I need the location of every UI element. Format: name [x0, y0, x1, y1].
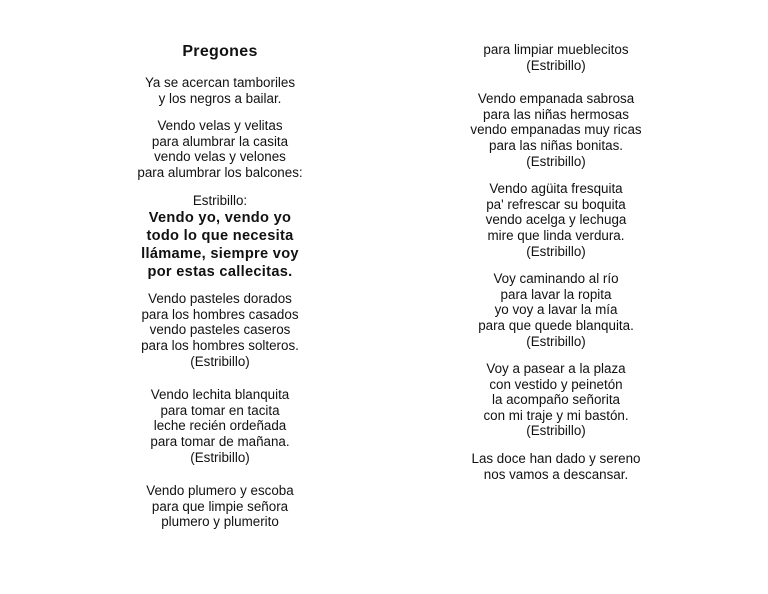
stanza-intro — [110, 75, 330, 106]
verse-line: vendo acelga y lechuga — [485, 212, 627, 228]
verse-line: Voy caminando al río — [493, 271, 619, 287]
verse-line: para los hombres casados — [141, 306, 299, 322]
page-title: Pregones — [182, 43, 258, 60]
verse-line: Vendo empanada sabrosa — [477, 91, 635, 107]
chorus-line: por estas callecitas. — [147, 264, 293, 281]
chorus-line: llámame, siempre voy — [141, 246, 299, 263]
stanza-final — [446, 451, 666, 482]
verse-line: leche recién ordeñada — [153, 418, 287, 434]
estribillo-ref: (Estribillo) — [190, 353, 250, 369]
verse-line: para las niñas bonitas. — [489, 137, 623, 153]
verse-line: para que quede blanquita. — [478, 317, 634, 333]
verse-line: plumero y plumerito — [161, 514, 279, 530]
estribillo-ref: (Estribillo) — [526, 423, 586, 439]
verse-line: Vendo pasteles dorados — [148, 291, 292, 307]
stanza-velas — [110, 118, 330, 180]
estribillo-heading — [110, 193, 330, 209]
verse-line: para los hombres solteros. — [141, 337, 299, 353]
verse-line: para las niñas hermosas — [483, 106, 629, 122]
verse-line: para tomar de mañana. — [150, 433, 290, 449]
verse-line: yo voy a lavar la mía — [494, 302, 618, 318]
verse-line: vendo pasteles caseros — [149, 322, 291, 338]
verse-line: para lavar la ropita — [500, 286, 612, 302]
verse-line: y los negros a bailar. — [158, 90, 282, 106]
verse-line: nos vamos a descansar. — [483, 466, 629, 482]
verse-line: la acompaño señorita — [491, 392, 621, 408]
estribillo-ref: (Estribillo) — [526, 153, 586, 169]
estribillo-text — [110, 209, 330, 281]
verse-line: vendo velas y velones — [154, 149, 286, 165]
stanza-rio — [446, 271, 666, 349]
chorus-line: Vendo yo, vendo yo — [148, 210, 292, 227]
verse-line: Ya se acercan tamboriles — [144, 75, 296, 90]
verse-line: para que limpie señora — [151, 498, 289, 514]
estribillo-label: Estribillo: — [192, 192, 248, 208]
verse-line: Las doce han dado y sereno — [471, 451, 641, 467]
right-column — [446, 42, 666, 494]
estribillo-ref: (Estribillo) — [190, 449, 250, 465]
verse-line: Vendo agüita fresquita — [489, 181, 623, 197]
verse-line: para alumbrar los balcones: — [137, 164, 303, 180]
stanza-empanada — [446, 91, 666, 169]
stanza-aguita — [446, 181, 666, 259]
verse-line: con vestido y peinetón — [489, 376, 623, 392]
chorus-line: todo lo que necesita — [146, 228, 294, 245]
verse-line: para limpiar mueblecitos — [483, 42, 629, 57]
stanza-plaza — [446, 361, 666, 439]
verse-line: pa' refrescar su boquita — [486, 196, 626, 212]
verse-line: con mi traje y mi bastón. — [483, 407, 629, 423]
verse-line: Voy a pasear a la plaza — [486, 361, 626, 377]
left-column — [110, 43, 330, 542]
stanza-pasteles — [110, 291, 330, 369]
verse-line: para alumbrar la casita — [151, 133, 289, 149]
stanza-plumero-cont — [446, 42, 666, 73]
verse-line: Vendo lechita blanquita — [150, 387, 290, 403]
estribillo-ref: (Estribillo) — [526, 333, 586, 349]
verse-line: Vendo plumero y escoba — [146, 483, 294, 499]
estribillo-ref: (Estribillo) — [526, 57, 586, 73]
verse-line: mire que linda verdura. — [487, 227, 625, 243]
verse-line: para tomar en tacita — [160, 402, 280, 418]
verse-line: vendo empanadas muy ricas — [470, 122, 642, 138]
verse-line: Vendo velas y velitas — [157, 118, 283, 134]
estribillo-ref: (Estribillo) — [526, 243, 586, 259]
stanza-plumero — [110, 483, 330, 530]
stanza-lechita — [110, 387, 330, 465]
